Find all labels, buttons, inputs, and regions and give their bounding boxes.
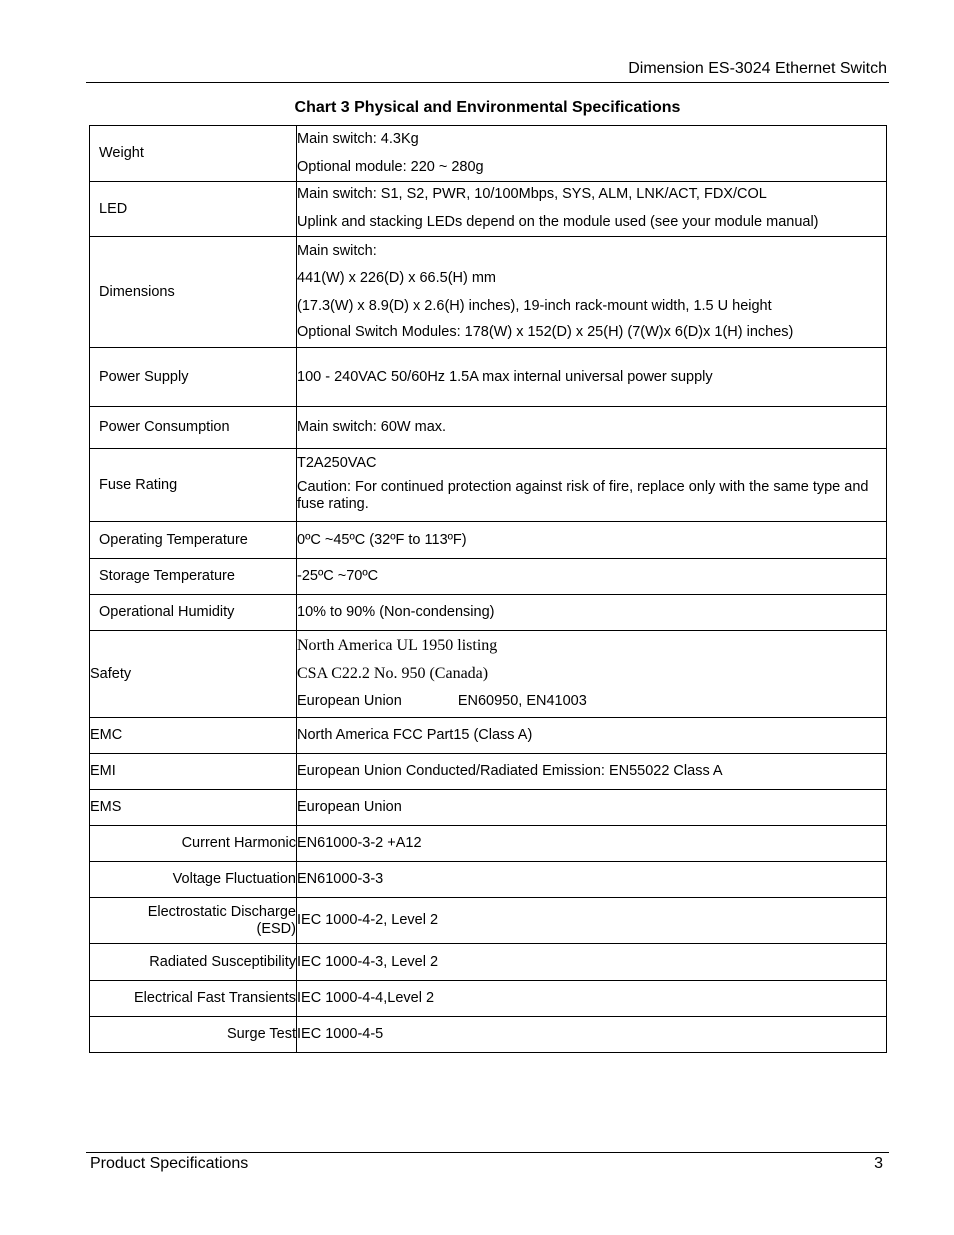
row-value: 0ºC ~45ºC (32ºF to 113ºF) [297,522,887,559]
row-label: EMI [90,754,297,790]
row-value [297,237,887,348]
row-label: Fuse Rating [90,449,297,522]
value-line [297,690,886,717]
value-line: Main switch: 4.3Kg [297,130,419,147]
row-value: North America FCC Part15 (Class A) [297,718,887,754]
row-label: Operating Temperature [90,522,297,559]
row-value: IEC 1000-4-2, Level 2 [297,898,887,944]
table-row [90,981,887,1017]
label-line: (ESD) [256,920,296,937]
value-line: CSA C22.2 No. 950 (Canada) [297,664,489,682]
table-caption: Chart 3 Physical and Environmental Specifications [294,99,681,116]
value-line: Uplink and stacking LEDs depend on the module used (see your module manual) [297,214,819,230]
value-line: T2A250VAC [297,455,377,471]
label-line: Electrostatic Discharge [147,903,296,920]
table-row [90,790,887,826]
row-value: IEC 1000-4-4,Level 2 [297,981,887,1017]
table-row [90,595,887,631]
row-label: Safety [90,631,297,718]
page-header [86,0,889,83]
table-row [90,718,887,754]
row-value: 100 - 240VAC 50/60Hz 1.5A max internal universal power supply [297,348,887,407]
row-value: EN61000-3-2 +A12 [297,826,887,862]
specifications-table [89,125,887,1053]
value-line: Optional module: 220 ~ 280g [297,158,484,175]
value-line: Main switch: [297,242,377,259]
row-label: Voltage Fluctuation [90,862,297,898]
value-line: 441(W) x 226(D) x 66.5(H) mm [297,269,497,286]
table-row [90,522,887,559]
footer-section-title: Product Specifications [90,1155,249,1172]
table-row [90,944,887,981]
table-row [90,449,887,522]
region-label: European Union [297,692,402,709]
table-row [90,754,887,790]
value-line: North America UL 1950 listing [297,636,498,654]
row-label: Weight [90,126,297,182]
table-row [90,862,887,898]
row-value [297,631,887,718]
table-row [90,237,887,348]
row-value: 10% to 90% (Non-condensing) [297,595,887,631]
table-row [90,826,887,862]
row-label: EMS [90,790,297,826]
row-label: Electrical Fast Transients [90,981,297,1017]
header-title: Dimension ES-3024 Ethernet Switch [628,60,887,77]
value-line: Optional Switch Modules: 178(W) x 152(D) x 25(H) (7(W)x 6(D)x 1(H) inches) [297,323,794,340]
row-label: Storage Temperature [90,559,297,595]
table-row [90,631,887,718]
page-footer [86,1152,889,1183]
row-value: EN61000-3-3 [297,862,887,898]
row-label: Power Consumption [90,407,297,449]
row-label: LED [90,182,297,237]
row-label: Power Supply [90,348,297,407]
row-label: Current Harmonic [90,826,297,862]
standard-label: EN60950, EN41003 [457,692,587,709]
table-row [90,182,887,237]
row-value [297,449,887,522]
row-value [297,126,887,182]
table-row [90,407,887,449]
table-row [90,1017,887,1053]
row-label: Radiated Susceptibility [90,944,297,981]
table-row [90,348,887,407]
row-label: EMC [90,718,297,754]
table-row [90,126,887,182]
row-value: European Union Conducted/Radiated Emission: EN55022 Class A [297,754,887,790]
table-row [90,898,887,944]
table-row [90,559,887,595]
row-label: Surge Test [90,1017,297,1053]
value-line: Caution: For continued protection against risk of fire, replace only with the same type and fuse rating. [297,479,869,512]
row-value: IEC 1000-4-3, Level 2 [297,944,887,981]
row-label: Dimensions [90,237,297,348]
row-value: -25ºC ~70ºC [297,559,887,595]
value-line: (17.3(W) x 8.9(D) x 2.6(H) inches), 19-inch rack-mount width, 1.5 U height [297,297,772,314]
row-value: Main switch: 60W max. [297,407,887,449]
page-number: 3 [874,1155,883,1172]
row-label [90,898,297,944]
row-value: European Union [297,790,887,826]
row-value: IEC 1000-4-5 [297,1017,887,1053]
row-label: Operational Humidity [90,595,297,631]
row-value [297,182,887,237]
value-line: Main switch: S1, S2, PWR, 10/100Mbps, SYS, ALM, LNK/ACT, FDX/COL [297,186,767,202]
